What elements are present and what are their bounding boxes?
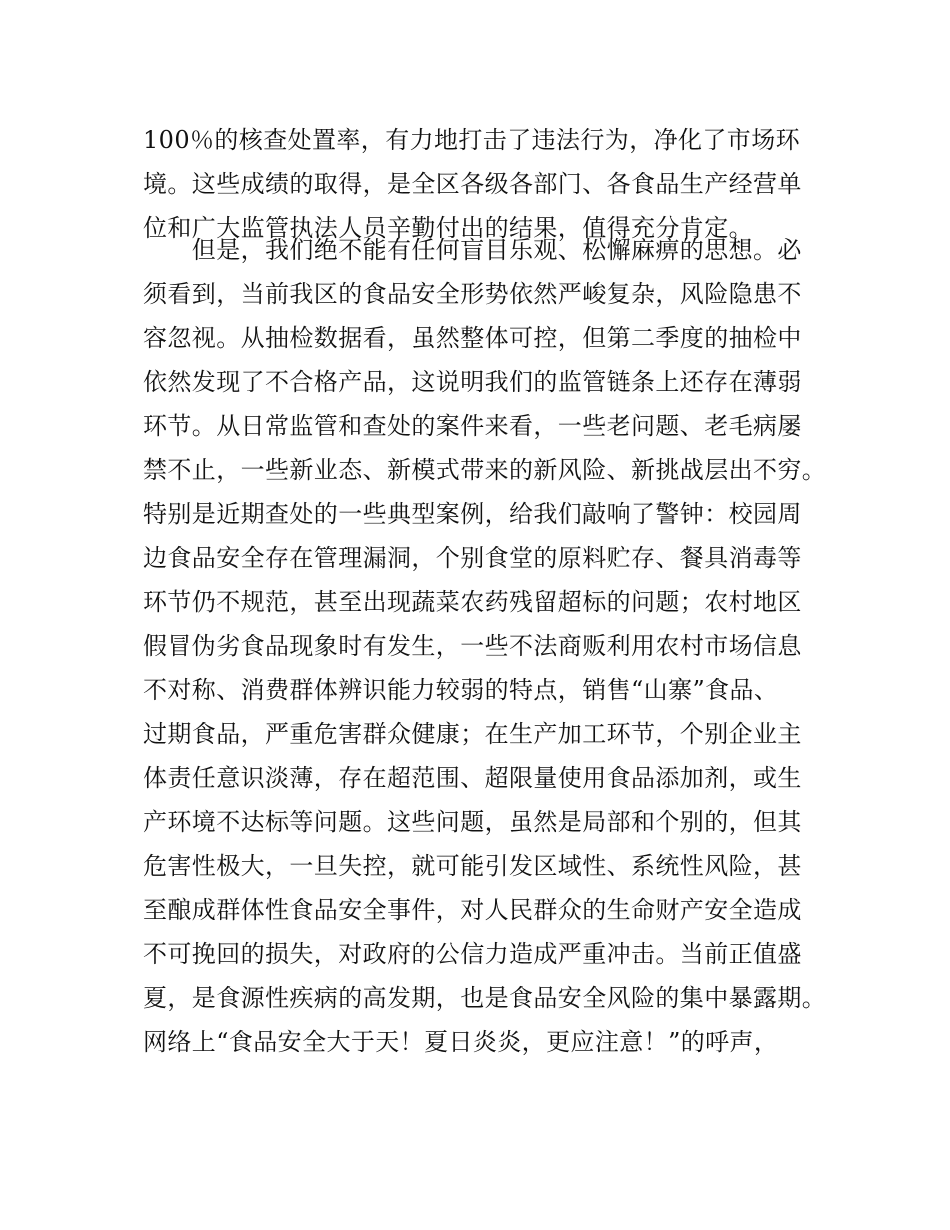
paragraph-risks (143, 228, 827, 1064)
text-line: 禁不止，一些新业态、新模式带来的新风险、新挑战层出不穷。 (143, 456, 827, 484)
text-line: 夏，是食源性疾病的高发期，也是食品安全风险的集中暴露期。 (143, 984, 827, 1012)
text-line: 容忽视。从抽检数据看，虽然整体可控，但第二季度的抽检中 (143, 324, 802, 352)
text-line: 过期食品，严重危害群众健康；在生产加工环节，个别企业主 (143, 720, 802, 748)
text-line: 100％的核查处置率，有力地打击了违法行为，净化了市场环 (143, 126, 801, 154)
text-line: 不可挽回的损失，对政府的公信力造成严重冲击。当前正值盛 (143, 940, 802, 968)
text-line: 不对称、消费群体辨识能力较弱的特点，销售“山寨”食品、 (143, 676, 779, 704)
text-line: 假冒伪劣食品现象时有发生，一些不法商贩利用农村市场信息 (143, 632, 802, 660)
text-line: 须看到，当前我区的食品安全形势依然严峻复杂，风险隐患不 (143, 280, 802, 308)
text-line: 体责任意识淡薄，存在超范围、超限量使用食品添加剂，或生 (143, 764, 802, 792)
text-line: 环节仍不规范，甚至出现蔬菜农药残留超标的问题；农村地区 (143, 588, 802, 616)
text-line: 依然发现了不合格产品，这说明我们的监管链条上还存在薄弱 (143, 368, 802, 396)
text-line: 产环境不达标等问题。这些问题，虽然是局部和个别的，但其 (143, 808, 802, 836)
text-line: 但是，我们绝不能有任何盲目乐观、松懈麻痹的思想。必 (143, 236, 802, 264)
text-line: 网络上“食品安全大于天！夏日炎炎，更应注意！”的呼声， (143, 1028, 779, 1056)
text-line: 边食品安全存在管理漏洞，个别食堂的原料贮存、餐具消毒等 (143, 544, 802, 572)
text-line: 位和广大监管执法人员辛勤付出的结果，值得充分肯定。 (143, 214, 753, 242)
text-line: 境。这些成绩的取得，是全区各级各部门、各食品生产经营单 (143, 170, 802, 198)
text-line: 至酿成群体性食品安全事件，对人民群众的生命财产安全造成 (143, 896, 802, 924)
text-line: 环节。从日常监管和查处的案件来看，一些老问题、老毛病屡 (143, 412, 802, 440)
text-line: 危害性极大，一旦失控，就可能引发区域性、系统性风险，甚 (143, 852, 802, 880)
text-line: 特别是近期查处的一些典型案例，给我们敲响了警钟：校园周 (143, 500, 802, 528)
